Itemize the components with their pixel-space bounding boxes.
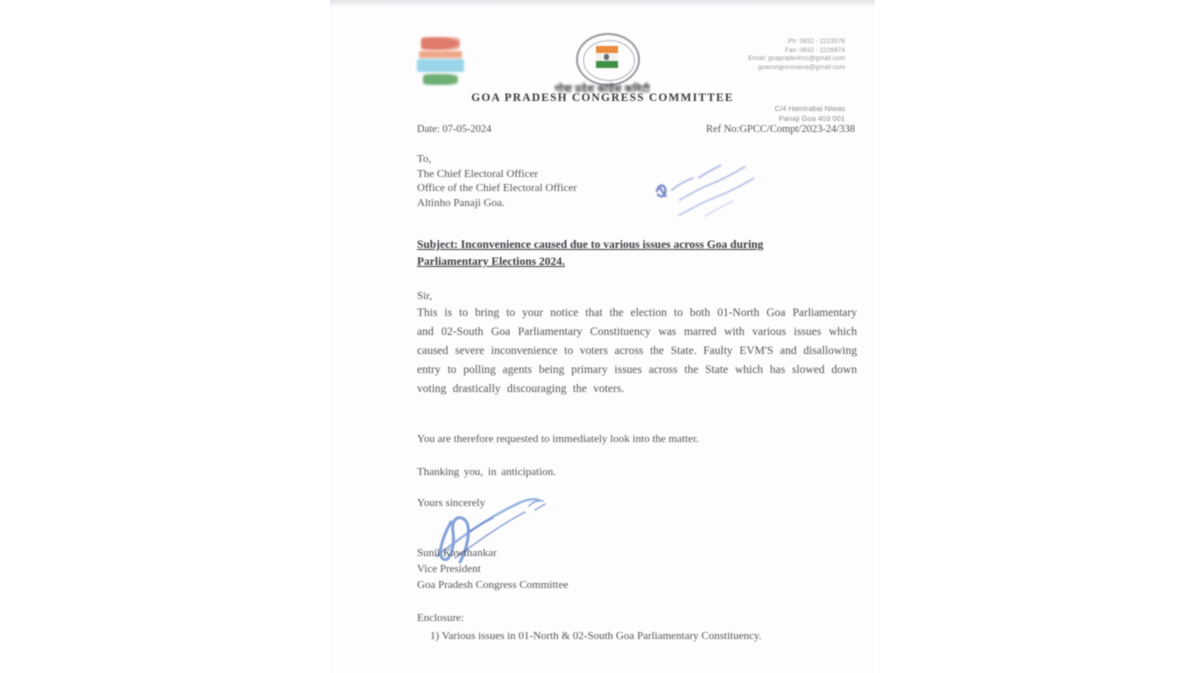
address-line: Panaji Goa 403 001 xyxy=(778,113,845,123)
enclosure-label: Enclosure: xyxy=(417,612,465,624)
letter-date: Date: 07-05-2024 xyxy=(417,124,492,135)
recipient-salutation: To, xyxy=(417,153,432,165)
contact-line: Ph: 0832 - 2223578 xyxy=(787,38,845,45)
letterhead-contact-block xyxy=(748,38,845,72)
voter-awareness-logo-icon xyxy=(417,37,464,86)
signature-ink xyxy=(425,492,565,572)
contact-line: Fax: 0832 - 2226874 xyxy=(785,46,845,54)
recipient-line: Altinho Panaji Goa. xyxy=(417,196,505,209)
signatory-organization: Goa Pradesh Congress Committee xyxy=(417,579,569,591)
body-paragraph-1: This is to bring to your notice that the election to both 01-North Goa Parliamentary and 02-South Goa Parliamentary Constituency was marred with various issues which caused severe inconvenience to voters across the State. Faulty EVM'S and disallowing entry to polling agents being primary issues across the State which has slowed down voting drastically discouraging the voters. xyxy=(417,307,857,395)
letterhead-address-block xyxy=(775,104,845,123)
signatory-title: Vice President xyxy=(417,563,481,575)
received-stamp xyxy=(644,139,780,244)
org-name-hindi: गोवा प्रदेश कांग्रेस कमिटी xyxy=(554,84,651,95)
scanned-letter-page xyxy=(330,0,875,673)
enclosure-item: 1) Various issues in 01-North & 02-South Goa Parliamentary Constituency. xyxy=(430,630,762,642)
subject-line: Subject: Inconvenience caused due to various issues across Goa during Parliamentary Elections 2024. xyxy=(417,239,764,268)
signatory-name: Sunil Kawthankar xyxy=(417,547,497,559)
page-edge-shadow xyxy=(330,0,875,7)
reference-number: Ref No:GPCC/Compt/2023-24/338 xyxy=(705,124,855,135)
recipient-block xyxy=(417,152,577,210)
closing-line: Yours sincerely xyxy=(417,497,486,509)
address-line: C/4 Hamirabai Niwas xyxy=(774,104,845,113)
greeting: Sir, xyxy=(417,290,433,302)
contact-line: Email: goapradeshcc@gmail.com xyxy=(748,55,845,62)
org-name-english: GOA PRADESH CONGRESS COMMITTEE xyxy=(471,92,734,104)
recipient-line: Office of the Chief Electoral Officer xyxy=(417,182,577,194)
body-paragraph-2: You are therefore requested to immediately look into the matter. xyxy=(417,433,699,445)
congress-flag-emblem-icon xyxy=(576,33,640,86)
body-paragraph-3: Thanking you, in anticipation. xyxy=(417,466,556,478)
contact-line: goacongressseva@gmail.com xyxy=(757,63,845,71)
recipient-line: The Chief Electoral Officer xyxy=(417,167,539,180)
